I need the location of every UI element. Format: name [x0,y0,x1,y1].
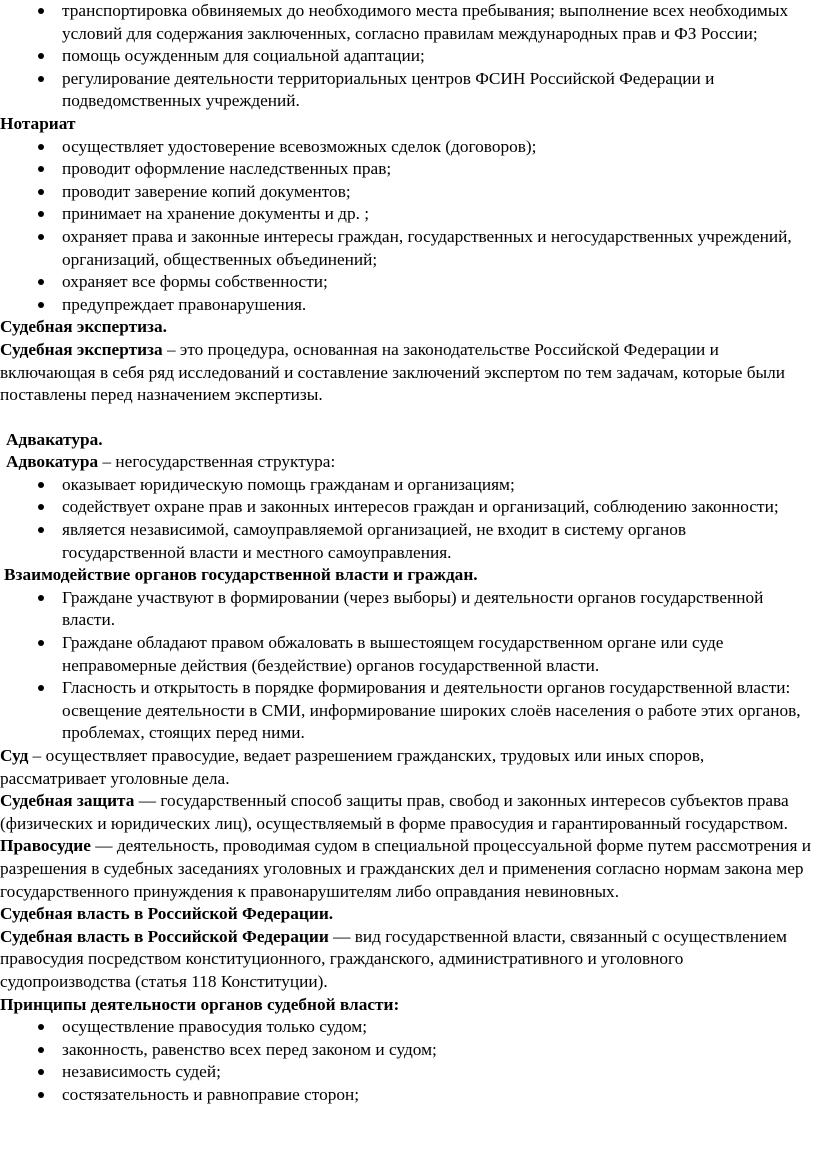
court-text: – осуществляет правосудие, ведает разрешением гражданских, трудовых или иных споров, рассматривает уголовные дела. [0,746,705,788]
advocacy-definition [0,451,812,474]
list-item: Граждане участвуют в формировании (через выборы) и деятельности органов государственной власти. [62,587,812,632]
list-item: Гласность и открытость в порядке формирования и деятельности органов государственной власти: освещение деятельности в СМИ, информирование широких слоёв населения о работе этих органов, проблемах, стоящих перед ними. [62,677,812,745]
list-item: проводит оформление наследственных прав; [62,158,812,181]
list-item: проводит заверение копий документов; [62,181,812,204]
notary-heading: Нотариат [0,113,76,133]
expertise-heading: Судебная экспертиза. [0,317,167,337]
list-item: состязательность и равноправие сторон; [62,1084,812,1107]
judicial-power-text: — вид государственной власти, связанный с осуществлением правосудия посредством конституционного, гражданского, административного и уголовного судопроизводства (статья 118 Конституции). [0,926,787,991]
list-item: транспортировка обвиняемых до необходимого места пребывания; выполнение всех необходимых условий для содержания заключенных, согласно правилам международных прав и ФЗ России; [62,0,812,45]
principles-heading: Принципы деятельности органов судебной власти: [0,994,400,1014]
judicial-protection-definition [0,790,812,835]
justice-definition [0,835,812,903]
advocacy-heading: Адвакатура. [6,429,103,449]
interaction-list [0,587,812,745]
list-item: предупреждает правонарушения. [62,294,812,317]
advocacy-text: – негосударственная структура: [98,452,336,472]
interaction-heading: Взаимодействие органов государственной власти и граждан. [4,565,478,585]
list-item: охраняет права и законные интересы граждан, государственных и негосударственных учреждений, организаций, общественных объединений; [62,226,812,271]
justice-term: Правосудие [0,836,91,856]
list-item: регулирование деятельности территориальных центров ФСИН Российской Федерации и подведомственных учреждений. [62,68,812,113]
list-item: законность, равенство всех перед законом и судом; [62,1039,812,1062]
court-term: Суд [0,746,29,765]
list-item: независимость судей; [62,1061,812,1084]
expertise-definition [0,339,812,407]
judicial-power-term: Судебная власть в Российской Федерации [0,926,329,946]
judicial-protection-text: — государственный способ защиты прав, свобод и законных интересов субъектов права (физических и юридических лиц), осуществляемый в форме правосудия и гарантированный государством. [0,791,789,833]
judicial-protection-term: Судебная защита [0,791,135,811]
list-item: содействует охране прав и законных интересов граждан и организаций, соблюдению законности; [62,496,812,519]
list-item: охраняет все формы собственности; [62,271,812,294]
advocacy-list [0,474,812,564]
list-item: принимает на хранение документы и др. ; [62,203,812,226]
notary-list [0,136,812,317]
list-item: помощь осужденным для социальной адаптации; [62,45,812,68]
list-item: оказывает юридическую помощь гражданам и организациям; [62,474,812,497]
principles-list [0,1016,812,1106]
list-item: осуществляет удостоверение всевозможных сделок (договоров); [62,136,812,159]
list-item: осуществление правосудия только судом; [62,1016,812,1039]
list-item: Граждане обладают правом обжаловать в вышестоящем государственном органе или суде неправомерные действия (бездействие) органов государственной власти. [62,632,812,677]
intro-list [0,0,812,113]
advocacy-term: Адвокатура [6,452,99,472]
judicial-power-definition [0,926,812,994]
court-definition [0,745,812,790]
justice-text: — деятельность, проводимая судом в специальной процессуальной форме путем рассмотрения и разрешения в судебных заседаниях уголовных и гражданских дел и применения согласно нормам закона мер государственного принуждения к правонарушителям либо оправдания невиновных. [0,836,812,901]
list-item: является независимой, самоуправляемой организацией, не входит в систему органов государственной власти и местного самоуправления. [62,519,812,564]
expertise-term: Судебная экспертиза [0,339,163,359]
judicial-power-heading: Судебная власть в Российской Федерации. [0,904,334,924]
expertise-text: – это процедура, основанная на законодательстве Российской Федерации и включающая в себя ряд исследований и составление заключений экспертом по тем задачам, которые были поставлены перед назначением экспертизы. [0,339,785,405]
blank-line [0,407,812,429]
